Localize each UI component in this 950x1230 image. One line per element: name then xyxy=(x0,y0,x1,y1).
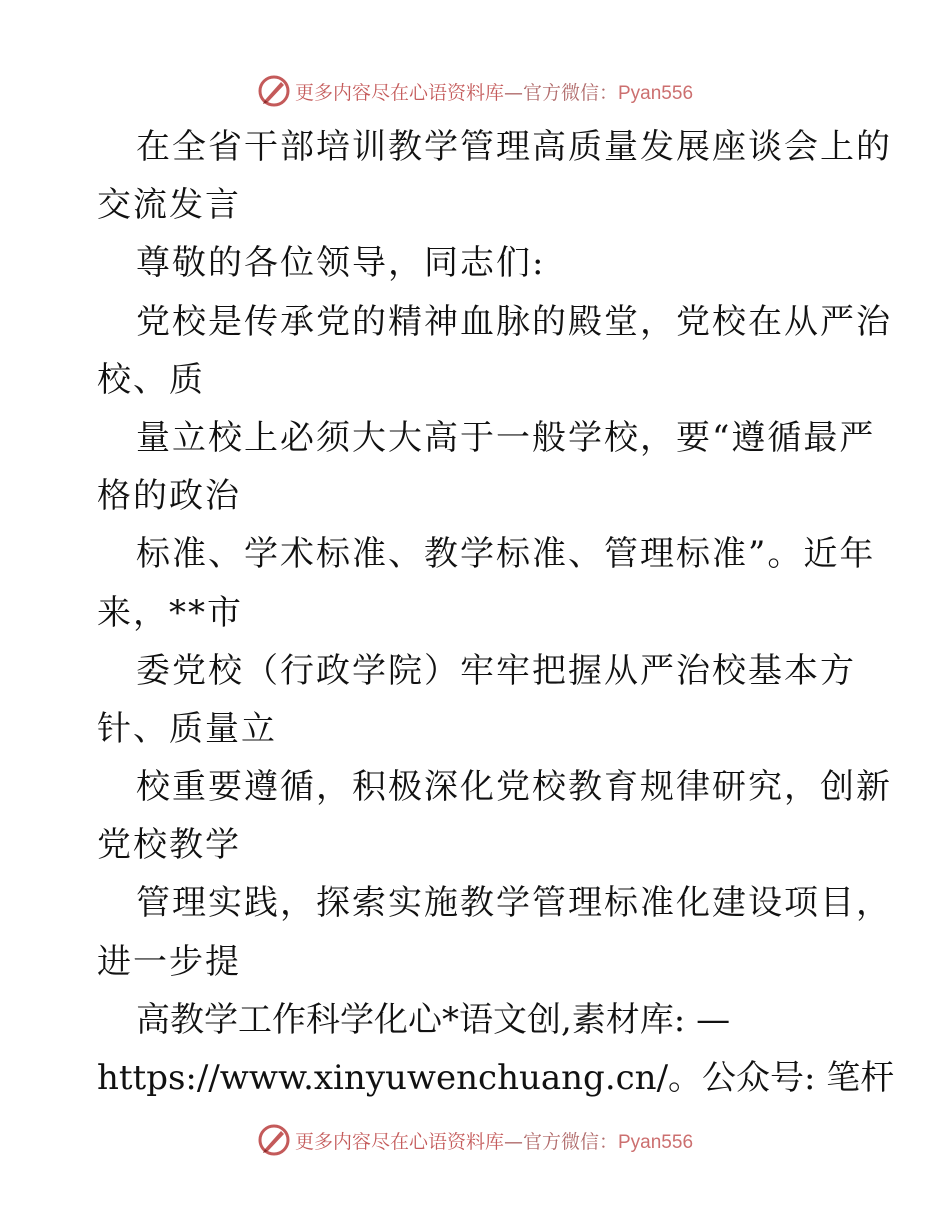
watermark-main: 更多内容尽在心语资料库 xyxy=(294,81,504,104)
document-body xyxy=(97,118,895,1107)
watermark-banner-bottom xyxy=(0,1120,950,1160)
document-line: 委党校（行政学院）牢牢把握从严治校基本方 xyxy=(136,650,856,691)
document-line: 量立校上必须大大高于一般学校，要“遵循最严 xyxy=(136,417,876,458)
document-line: https://www.xinyuwenchuang.cn/。公众号: 笔杆 xyxy=(97,1058,895,1098)
document-line: 来，**市 xyxy=(97,592,243,633)
document-line: 交流发言 xyxy=(97,185,241,226)
watermark-separator: — xyxy=(503,81,523,104)
document-line: 尊敬的各位领导，同志们: xyxy=(136,243,546,284)
document-line: 党校教学 xyxy=(97,825,241,866)
quill-pen-seal-icon xyxy=(257,1123,291,1157)
watermark-text xyxy=(295,78,693,105)
watermark-id: Pyan556 xyxy=(618,82,694,104)
watermark-separator: — xyxy=(503,1130,523,1153)
document-line: 校重要遵循，积极深化党校教育规律研究，创新 xyxy=(136,767,892,808)
quill-pen-seal-icon xyxy=(257,74,291,108)
document-line: 党校是传承党的精神血脉的殿堂，党校在从严治 xyxy=(136,301,892,342)
watermark-label: 官方微信： xyxy=(522,81,618,104)
document-line: 校、质 xyxy=(97,359,205,400)
document-line: 高教学工作科学化心*语文创,素材库: — xyxy=(136,999,731,1040)
document-line: 标准、学术标准、教学标准、管理标准”。近年 xyxy=(136,534,876,575)
watermark-id: Pyan556 xyxy=(618,1131,694,1153)
watermark-main: 更多内容尽在心语资料库 xyxy=(294,1130,504,1153)
document-line: 进一步提 xyxy=(97,941,241,982)
document-line: 管理实践，探索实施教学管理标准化建设项目， xyxy=(136,883,892,924)
document-line: 在全省干部培训教学管理高质量发展座谈会上的 xyxy=(136,127,892,167)
document-line: 格的政治 xyxy=(97,476,241,517)
watermark-text xyxy=(295,1127,693,1154)
watermark-banner-top xyxy=(0,71,950,111)
document-line: 针、质量立 xyxy=(97,708,277,749)
watermark-label: 官方微信： xyxy=(522,1130,618,1153)
